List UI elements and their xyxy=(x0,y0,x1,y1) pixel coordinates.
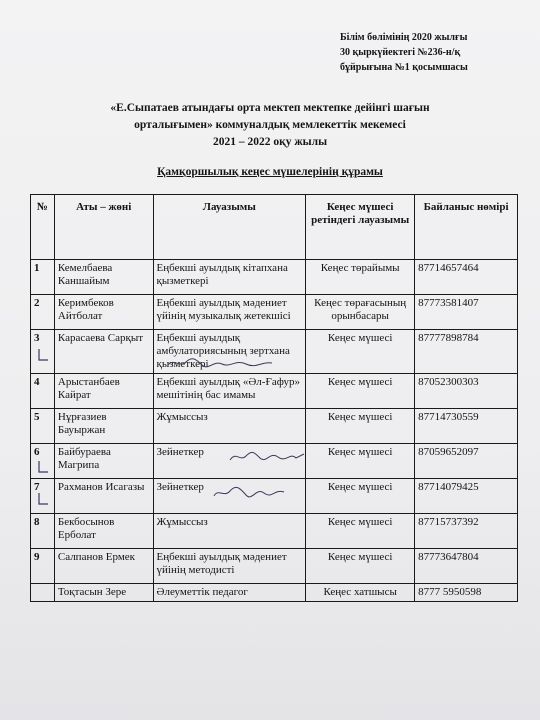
table-row xyxy=(31,295,518,330)
document-title xyxy=(60,100,480,151)
row-name: Нұрғазиев Бауыржан xyxy=(54,409,153,444)
row-position: Еңбекші ауылдық мәдениет үйінің методисті xyxy=(153,549,306,584)
row-position: Зейнеткер xyxy=(153,479,306,514)
row-number: 4 xyxy=(31,374,55,409)
title-line-1: «Е.Сыпатаев атындағы орта мектеп мектепке дейінгі шағын xyxy=(110,102,430,114)
table-row xyxy=(31,374,518,409)
row-position: Зейнеткер xyxy=(153,444,306,479)
row-phone: 87773647804 xyxy=(415,549,518,584)
table-header-row xyxy=(31,195,518,260)
row-number: 8 xyxy=(31,514,55,549)
tick-mark-icon xyxy=(36,348,50,362)
row-number: 2 xyxy=(31,295,55,330)
row-position: Еңбекші ауылдық «Әл-Ғафур» мешітінің бас имамы xyxy=(153,374,306,409)
row-phone: 8777 5950598 xyxy=(415,584,518,602)
row-name: Бекбосынов Ерболат xyxy=(54,514,153,549)
row-position: Әлеуметтік педагог xyxy=(153,584,306,602)
row-name: Рахманов Исагазы xyxy=(54,479,153,514)
row-council-role: Кеңес мүшесі xyxy=(306,549,415,584)
row-position: Еңбекші ауылдық амбулаториясының зертхана қызметкері xyxy=(153,330,306,374)
row-council-role: Кеңес мүшесі xyxy=(306,330,415,374)
row-phone: 87714657464 xyxy=(415,260,518,295)
table-heading: Қамқоршылық кеңес мүшелерінің құрамы xyxy=(157,166,383,178)
row-position: Еңбекші ауылдық кітапхана қызметкері xyxy=(153,260,306,295)
tick-mark-icon xyxy=(36,460,50,474)
row-phone: 87059652097 xyxy=(415,444,518,479)
row-phone: 87714079425 xyxy=(415,479,518,514)
row-position: Жұмыссыз xyxy=(153,409,306,444)
table-row xyxy=(31,409,518,444)
row-council-role: Кеңес мүшесі xyxy=(306,514,415,549)
row-phone: 87052300303 xyxy=(415,374,518,409)
header-council-role: Кеңес мүшесі ретіндегі лауазымы xyxy=(306,195,415,260)
row-council-role: Кеңес төрағасының орынбасары xyxy=(306,295,415,330)
row-number: 7 xyxy=(31,479,55,514)
row-position: Жұмыссыз xyxy=(153,514,306,549)
annex-note xyxy=(340,30,530,75)
row-phone: 87777898784 xyxy=(415,330,518,374)
row-number xyxy=(31,584,55,602)
row-number: 6 xyxy=(31,444,55,479)
row-phone: 87773581407 xyxy=(415,295,518,330)
row-name: Салпанов Ермек xyxy=(54,549,153,584)
signature-icon xyxy=(228,448,308,466)
row-council-role: Кеңес мүшесі xyxy=(306,444,415,479)
row-number: 1 xyxy=(31,260,55,295)
row-number: 3 xyxy=(31,330,55,374)
table-row xyxy=(31,514,518,549)
council-members-table xyxy=(30,194,518,602)
annex-line-3: бұйрығына №1 қосымшасы xyxy=(340,62,468,73)
row-phone: 87715737392 xyxy=(415,514,518,549)
signature-icon xyxy=(166,356,276,370)
row-council-role: Кеңес мүшесі xyxy=(306,479,415,514)
row-name: Карасаева Сарқыт xyxy=(54,330,153,374)
tick-mark-icon xyxy=(36,492,50,506)
row-name: Тоқтасын Зере xyxy=(54,584,153,602)
table-row xyxy=(31,260,518,295)
row-position: Еңбекші ауылдық мәдениет үйінің музыкалық жетекшісі xyxy=(153,295,306,330)
row-name: Керимбеков Айтболат xyxy=(54,295,153,330)
table-row xyxy=(31,584,518,602)
header-position: Лауазымы xyxy=(153,195,306,260)
signature-icon xyxy=(212,484,288,502)
title-line-2: орталығымен» коммуналдық мемлекеттік мекемесі xyxy=(134,119,406,131)
row-council-role: Кеңес хатшысы xyxy=(306,584,415,602)
header-number: № xyxy=(31,195,55,260)
annex-line-2: 30 қыркүйектегі №236-н/қ xyxy=(340,47,461,58)
row-council-role: Кеңес мүшесі xyxy=(306,374,415,409)
header-phone: Байланыс нөмірі xyxy=(415,195,518,260)
row-number: 5 xyxy=(31,409,55,444)
row-council-role: Кеңес төрайымы xyxy=(306,260,415,295)
table-row xyxy=(31,549,518,584)
header-name: Аты – жөні xyxy=(54,195,153,260)
row-council-role: Кеңес мүшесі xyxy=(306,409,415,444)
annex-line-1: Білім бөлімінің 2020 жылғы xyxy=(340,32,468,43)
row-name: Арыстанбаев Кайрат xyxy=(54,374,153,409)
title-line-3: 2021 – 2022 оқу жылы xyxy=(212,136,328,148)
row-name: Кемелбаева Каншайым xyxy=(54,260,153,295)
row-name: Байбураева Магрипа xyxy=(54,444,153,479)
row-number: 9 xyxy=(31,549,55,584)
row-phone: 87714730559 xyxy=(415,409,518,444)
